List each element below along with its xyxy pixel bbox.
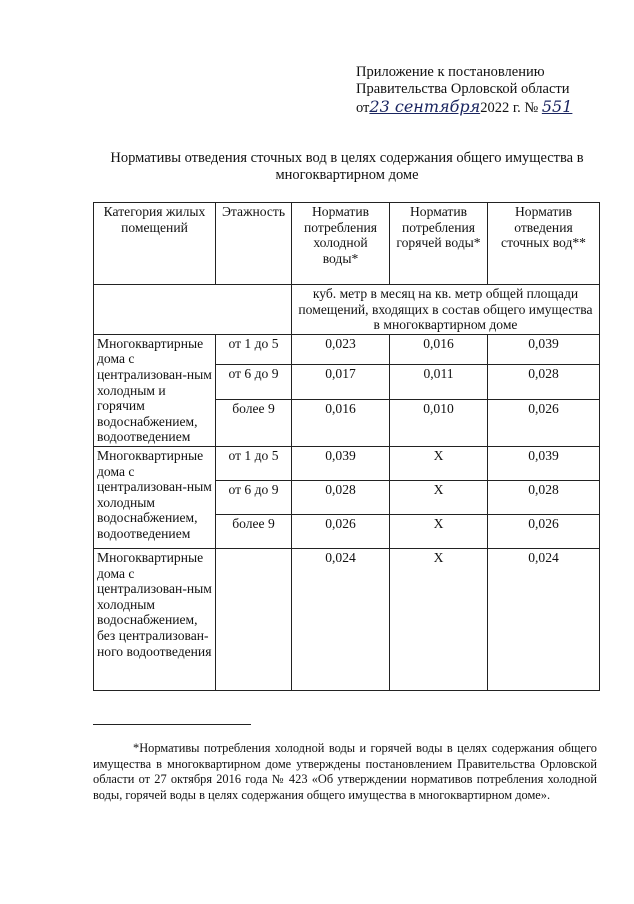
table-row [94,446,600,480]
header-drain: Норматив отведения сточных вод** [488,203,600,285]
floors-cell [216,548,292,690]
drain-cell: 0,026 [488,400,600,447]
unit-blank [94,285,292,335]
cold-cell: 0,023 [292,334,390,365]
cold-cell: 0,039 [292,446,390,480]
footnote: *Нормативы потребления холодной воды и горячей воды в целях содержания общего имущества в многоквартирном доме утверждены постановлением Правительства Орловской области от 27 октября 2016 года № 423 «Об утверждении нормативов потребления холодной воды, горячей воды в целях содержания общего имущества в многоквартирном доме». [93,741,597,802]
hot-cell: X [390,514,488,548]
unit-row [94,285,600,335]
table-row [94,334,600,365]
unit-cell: куб. метр в месяц на кв. метр общей площади помещений, входящих в состав общего имущества в многоквартирном доме [292,285,600,335]
document-header [356,64,596,117]
year-suffix: 2022 г. № [480,100,539,116]
drain-cell: 0,039 [488,446,600,480]
category-cell: Многоквартирные дома с централизован-ным холодным и горячим водоснабжением, водоотведением [94,334,216,446]
document-title: Нормативы отведения сточных вод в целях содержания общего имущества в многоквартирном доме [110,150,584,183]
header-line-2: Правительства Орловской области [356,81,570,97]
hot-cell: 0,010 [390,400,488,447]
floors-cell: от 6 до 9 [216,480,292,514]
drain-cell: 0,039 [488,334,600,365]
floors-cell: от 1 до 5 [216,446,292,480]
cold-cell: 0,016 [292,400,390,447]
drain-cell: 0,028 [488,480,600,514]
date-prefix: от [356,100,370,116]
drain-cell: 0,026 [488,514,600,548]
header-floors: Этажность [216,203,292,285]
category-cell: Многоквартирные дома с централизован-ным холодным водоснабжением, без централизован-ного водоотведения [94,548,216,690]
footnote-separator [93,724,251,725]
hot-cell: X [390,480,488,514]
drain-cell: 0,024 [488,548,600,690]
hot-cell: 0,011 [390,365,488,400]
floors-cell: от 6 до 9 [216,365,292,400]
table-row [94,548,600,690]
category-cell: Многоквартирные дома с централизован-ным холодным водоснабжением, водоотведением [94,446,216,548]
cold-cell: 0,017 [292,365,390,400]
floors-cell: от 1 до 5 [216,334,292,365]
cold-cell: 0,026 [292,514,390,548]
floors-cell: более 9 [216,400,292,447]
table-header-row [94,203,600,285]
hot-cell: X [390,446,488,480]
header-category: Категория жилых помещений [94,203,216,285]
handwritten-number: 551 [541,97,573,116]
floors-cell: более 9 [216,514,292,548]
header-date-line [356,98,596,117]
hot-cell: X [390,548,488,690]
header-cold: Норматив потребления холодной воды* [292,203,390,285]
cold-cell: 0,024 [292,548,390,690]
handwritten-date: 23 сентября [369,97,481,116]
cold-cell: 0,028 [292,480,390,514]
header-hot: Норматив потребления горячей воды* [390,203,488,285]
hot-cell: 0,016 [390,334,488,365]
header-line-1: Приложение к постановлению [356,64,545,80]
drain-cell: 0,028 [488,365,600,400]
norms-table [93,202,600,691]
